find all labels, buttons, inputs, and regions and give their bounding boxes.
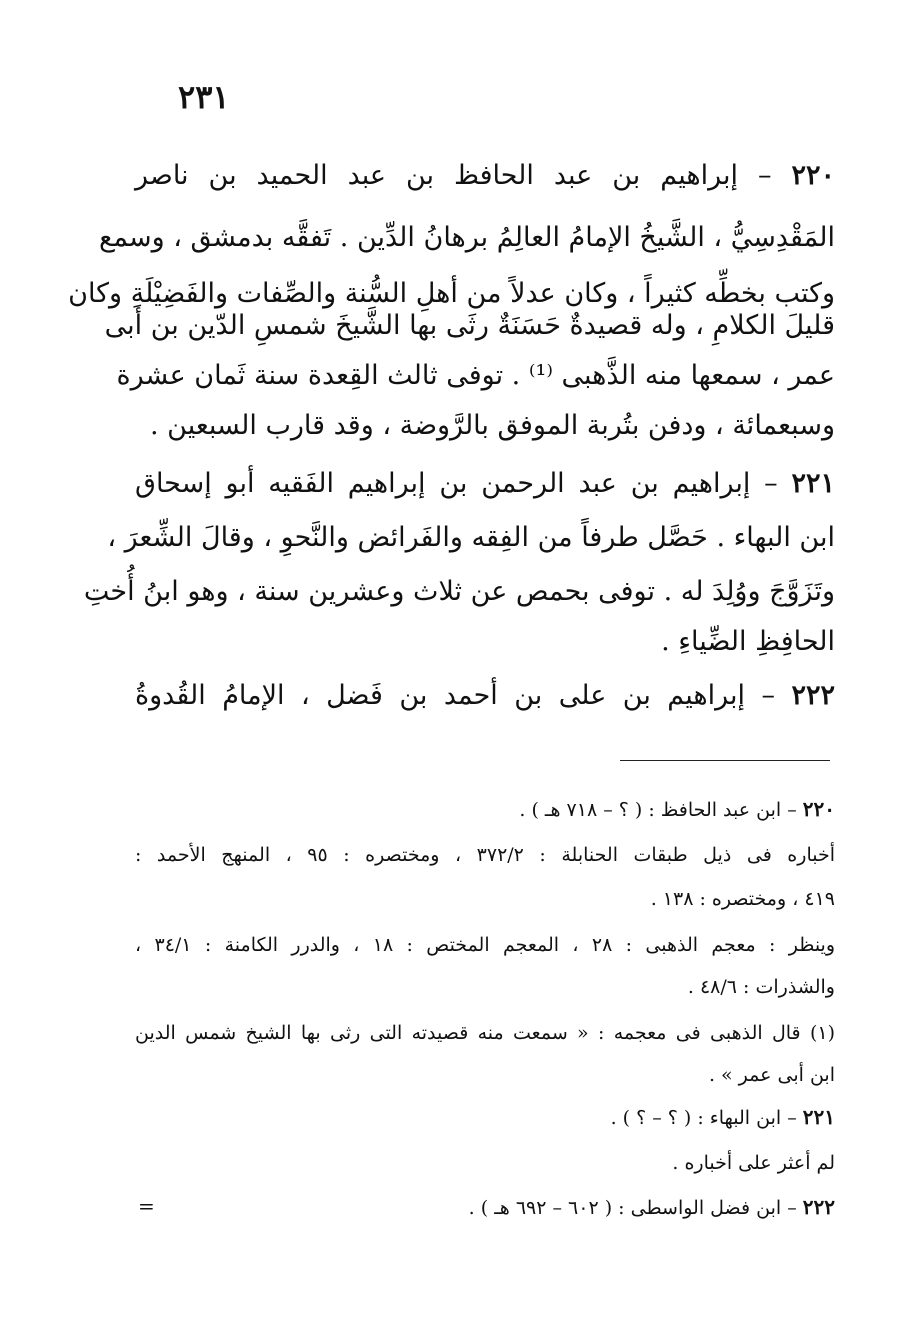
footnote-line: وينظر : معجم الذهبى : ٢٨ ، المعجم المختص : ١٨ ، والدرر الكامنة : ٣٤/١ ، (135, 934, 836, 956)
footnote-221-heading (611, 1100, 835, 1135)
entry-number: ٢٢٢ (791, 680, 835, 711)
entry-dash: – (764, 468, 778, 499)
entry-text: إبراهيم بن على بن أحمد بن فَضل ، الإمامُ القُدوةُ (135, 680, 746, 711)
entry-221-line-4: الحافِظِ الضِّياءِ . (661, 626, 835, 657)
entry-220-line-3: وكتب بخطِّه كثيراً ، وكان عدلاً من أهلِ السُّنة والصِّفات والفَضِيْلَةِ وكان (68, 278, 835, 309)
footnote-line: أخباره فى ذيل طبقات الحنابلة : ٣٧٢/٢ ، ومختصره : ٩٥ ، المنهج الأحمد : (135, 844, 835, 866)
footnote-line: والشذرات : ٤٨/٦ . (687, 976, 835, 998)
entry-220-line-2: المَقْدِسِيُّ ، الشَّيخُ الإمامُ العالِمُ برهانُ الدِّين . تَفقَّه بدمشق ، وسمع (99, 222, 835, 253)
entry-221-line-3: وتَزَوَّجَ ووُلِدَ له . توفى بحمص عن ثلاث وعشرين سنة ، وهو ابنُ أُختِ (83, 576, 835, 607)
footnote-line: ٤١٩ ، ومختصره : ١٣٨ . (650, 888, 835, 910)
entry-221-line-1 (135, 458, 835, 510)
footnote-dash: – (787, 799, 797, 821)
entry-number: ٢٢٠ (791, 160, 835, 191)
entry-221-line-2: ابن البهاء . حَصَّل طرفاً من الفِقه والفَرائض والنَّحوِ ، وقالَ الشِّعرَ ، (107, 522, 835, 553)
footnote-line: (١) قال الذهبى فى معجمه : « سمعت منه قصيدته التى رثى بها الشيخ شمس الدين (135, 1022, 835, 1044)
entry-text: إبراهيم بن عبد الحافظ بن عبد الحميد بن ناصر (135, 160, 739, 191)
footnote-dash: – (787, 1197, 797, 1219)
footnote-text: ابن فضل الواسطى : ( ٦٠٢ – ٦٩٢ هـ ) . (468, 1197, 782, 1219)
page-number: ٢٣١ (178, 78, 230, 116)
entry-220-line-5: عمر ، سمعها منه الذَّهبى ⁽¹⁾ . توفى ثالث القِعدة سنة ثَمان عشرة (116, 360, 835, 391)
footnote-line: لم أعثر على أخباره . (672, 1152, 835, 1174)
entry-220-line-4: قليلَ الكلامِ ، وله قصيدةٌ حَسَنَةٌ رثَى بها الشَّيخَ شمسِ الدّين بن أبى (104, 310, 835, 341)
footnote-text: ابن البهاء : ( ؟ – ؟ ) . (610, 1107, 782, 1129)
entry-222-line-1 (135, 670, 835, 722)
footnote-dash: – (787, 1107, 797, 1129)
entry-dash: – (761, 680, 776, 711)
entry-text: إبراهيم بن عبد الرحمن بن إبراهيم الفَقيه أبو إسحاق (135, 468, 751, 499)
footnote-220-heading (519, 792, 835, 827)
entry-number: ٢٢١ (791, 468, 835, 499)
footnote-number: ٢٢٢ (802, 1195, 835, 1219)
footnote-number: ٢٢٠ (802, 797, 835, 821)
entry-220-line-6: وسبعمائة ، ودفن بتُربة الموفق بالرَّوضة ، وقد قارب السبعين . (150, 410, 835, 441)
entry-220-line-1 (135, 150, 835, 202)
footnote-text: ابن عبد الحافظ : ( ؟ – ٧١٨ هـ ) . (519, 799, 782, 821)
footnote-separator (620, 760, 830, 761)
entry-dash: – (758, 160, 772, 191)
footnote-number: ٢٢١ (802, 1105, 835, 1129)
footnote-line: ابن أبى عمر » . (708, 1064, 835, 1086)
footnote-222-heading (469, 1190, 835, 1225)
continuation-mark: = (138, 1194, 155, 1218)
